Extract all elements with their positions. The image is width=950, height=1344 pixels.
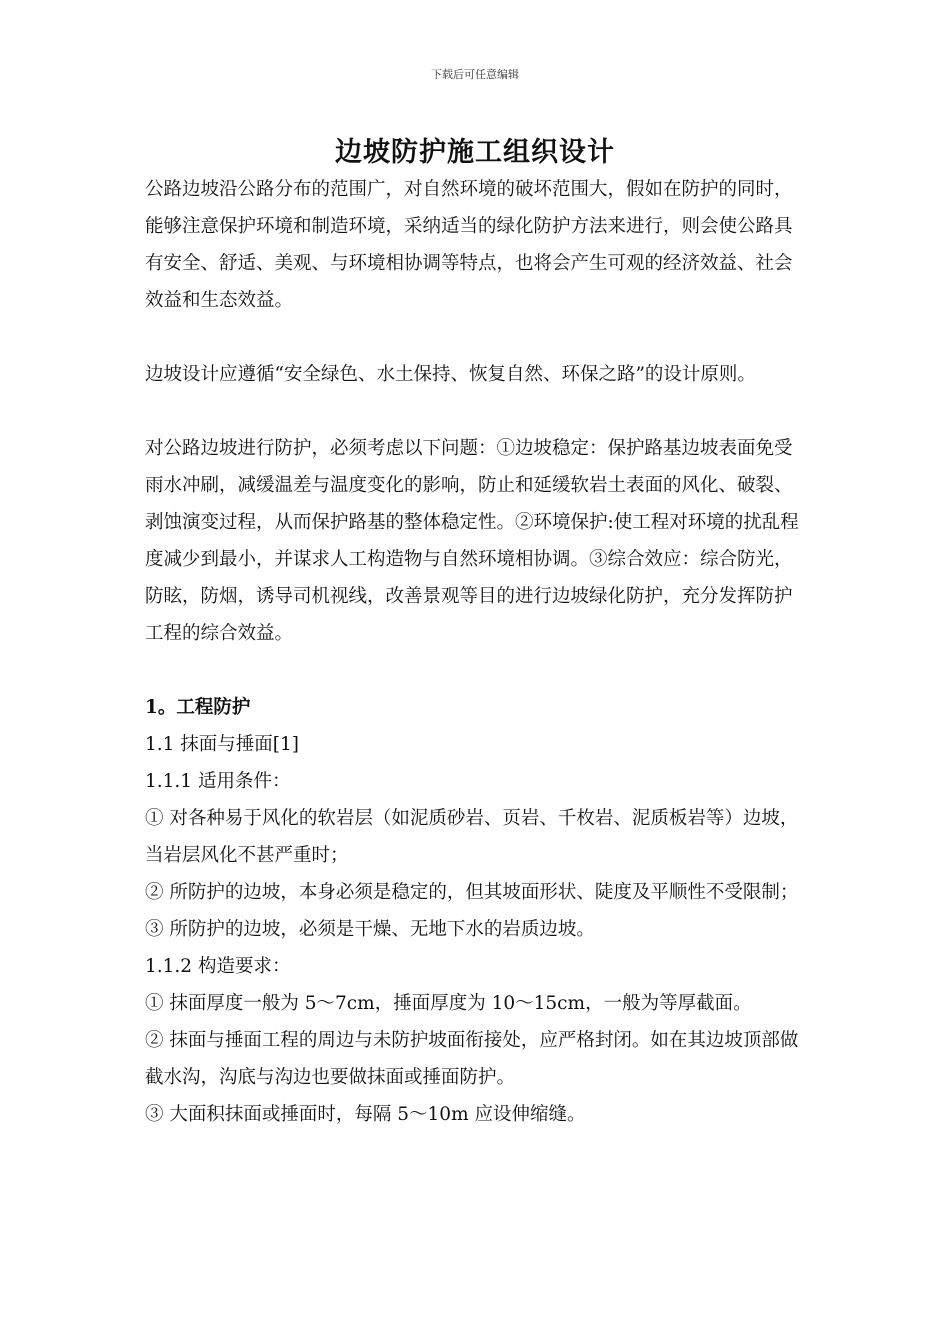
condition-item-2: ② 所防护的边坡，本身必须是稳定的，但其坡面形状、陡度及平顺性不受限制；: [145, 882, 799, 903]
document-title: 边坡防护施工组织设计: [335, 137, 615, 168]
requirements-heading: 1.1.2 构造要求：: [145, 956, 291, 977]
requirement-item-2: ② 抹面与捶面工程的周边与未防护坡面衔接处，应严格封闭。如在其边坡顶部做截水沟，沟底与沟边也要做抹面或捶面防护。: [145, 1030, 799, 1088]
document-body: [145, 171, 807, 1133]
intro-paragraph-3: 对公路边坡进行防护，必须考虑以下问题：①边坡稳定：保护路基边坡表面免受雨水冲刷，减缓温差与温度变化的影响，防止和延缓软岩土表面的风化、破裂、剥蚀演变过程，从而保护路基的整体稳定性。②环境保护:使工程对环境的扰乱程度减少到最小，并谋求人工构造物与自然环境相协调。③综合效应：综合防光，防眩，防烟，诱导司机视线，改善景观等目的进行边坡绿化防护，充分发挥防护工程的综合效益。: [145, 438, 799, 644]
section-heading: 1。工程防护: [145, 697, 251, 718]
requirement-item-1: ① 抹面厚度一般为 5～7cm，捶面厚度为 10～15cm，一般为等厚截面。: [145, 993, 752, 1014]
intro-paragraph-1: 公路边坡沿公路分布的范围广，对自然环境的破坏范围大，假如在防护的同时，能够注意保护环境和制造环境，采纳适当的绿化防护方法来进行，则会使公路具有安全、舒适、美观、与环境相协调等特点，也将会产生可观的经济效益、社会效益和生态效益。: [145, 179, 793, 311]
paragraph-gap: [145, 319, 807, 356]
paragraph-gap: [145, 393, 807, 430]
header-note: 下载后可任意编辑: [431, 68, 519, 81]
conditions-heading: 1.1.1 适用条件：: [145, 771, 291, 792]
requirement-item-3: ③ 大面积抹面或捶面时，每隔 5～10m 应设伸缩缝。: [145, 1104, 586, 1125]
subsection-heading: 1.1 抹面与捶面[1]: [145, 734, 300, 755]
condition-item-1: ① 对各种易于风化的软岩层（如泥质砂岩、页岩、千枚岩、泥质板岩等）边坡，当岩层风化不甚严重时；: [145, 808, 799, 866]
intro-paragraph-2: 边坡设计应遵循“安全绿色、水土保持、恢复自然、环保之路”的设计原则。: [145, 364, 756, 385]
paragraph-gap: [145, 652, 807, 689]
condition-item-3: ③ 所防护的边坡，必须是干燥、无地下水的岩质边坡。: [145, 919, 595, 940]
